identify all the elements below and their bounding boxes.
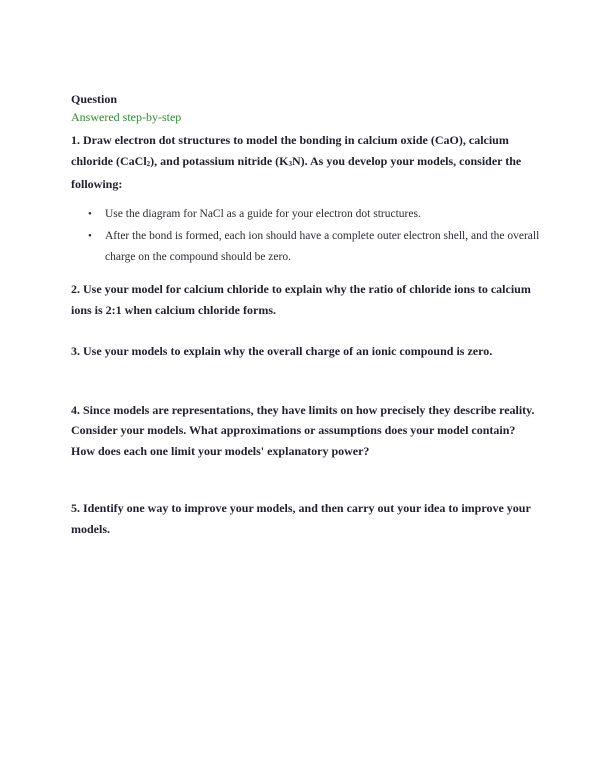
question-1-text-b: ), and potassium nitride (K (150, 153, 289, 168)
question-1-text-c: N). As you develop your models, consider the following: (71, 153, 522, 191)
bullet-text: Use the diagram for NaCl as a guide for your electron dot structures. (105, 207, 421, 220)
question-4: 4. Since models are representations, they have limits on how precisely they describe reality. Consider your models. What approximations or assumptions does your model contain? How does each one limit your models' explanatory power? (71, 402, 535, 458)
bullet-dot: • (88, 207, 92, 220)
question-1-text-a: 1. Draw electron dot structures to model the bonding in calcium oxide (CaO), calcium chloride (CaCl (71, 133, 509, 168)
bullet-item (71, 226, 541, 267)
question-heading: Question (71, 92, 118, 106)
bullet-item (71, 204, 541, 225)
question-1-bullet-list (71, 204, 541, 268)
document-page (71, 90, 541, 539)
question-1-subscript-b: 3 (288, 159, 293, 168)
question-2: 2. Use your model for calcium chloride to explain why the ratio of chloride ions to calcium ions is 2:1 when calcium chloride forms. (71, 282, 531, 317)
answered-status-label: Answered step-by-step (71, 110, 182, 124)
bullet-text: After the bond is formed, each ion should have a complete outer electron shell, and the overall charge on the compound should be zero. (105, 230, 540, 263)
bullet-dot: • (88, 230, 92, 242)
question-1 (71, 130, 541, 195)
question-3: 3. Use your models to explain why the overall charge of an ionic compound is zero. (71, 344, 493, 358)
question-5: 5. Identify one way to improve your models, and then carry out your idea to improve your models. (71, 501, 531, 536)
question-1-subscript-a: 2 (146, 159, 151, 168)
